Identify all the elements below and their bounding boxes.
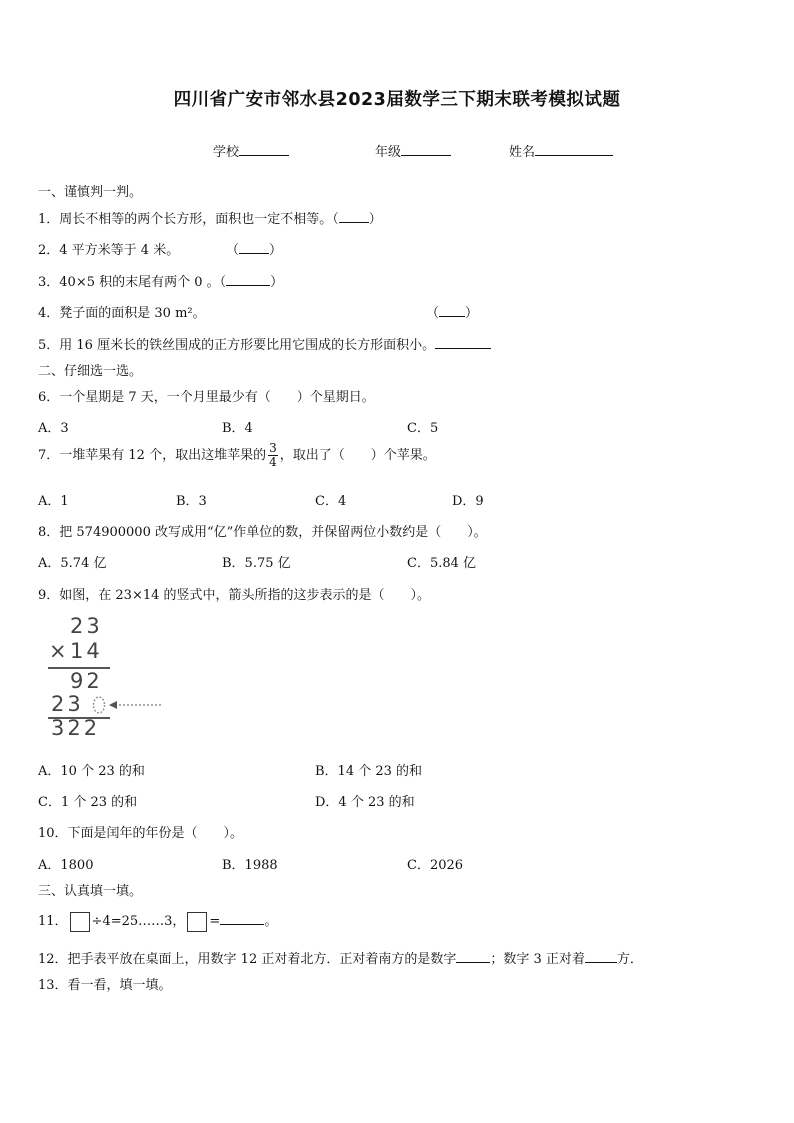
vertical-multiplication-figure: [44, 612, 169, 740]
question-2-answer-blank[interactable]: [239, 239, 269, 254]
name-blank[interactable]: [535, 141, 613, 156]
question-8-option-a[interactable]: A．5.74 亿: [38, 556, 107, 571]
question-6-option-a[interactable]: A．3: [38, 421, 69, 436]
question-8: 8．把 574900000 改写成用“亿”作单位的数，并保留两位小数约是（ ）。: [38, 525, 487, 540]
question-9: 9．如图，在 23×14 的竖式中，箭头所指的这步表示的是（ ）。: [38, 588, 431, 603]
fraction-denominator: 4: [269, 455, 277, 469]
question-12-blank-1[interactable]: [456, 948, 490, 963]
grade-blank[interactable]: [401, 141, 451, 156]
question-7-option-d[interactable]: D．9: [452, 494, 484, 509]
question-9-option-d[interactable]: D．4 个 23 的和: [315, 795, 415, 810]
question-10-option-b[interactable]: B．1988: [222, 858, 278, 873]
question-9-option-a[interactable]: A．10 个 23 的和: [38, 764, 145, 779]
page-title: 四川省广安市邻水县2023届数学三下期末联考模拟试题: [173, 90, 621, 110]
question-1-text: 1．周长不相等的两个长方形，面积也一定不相等。（: [38, 212, 339, 227]
question-11-end: 。: [264, 914, 278, 929]
question-8-option-c[interactable]: C．5.84 亿: [407, 556, 477, 571]
fraction-three-quarters: [268, 442, 278, 469]
question-4-open: （: [426, 306, 440, 321]
question-11-mid: ÷4=25……3，: [91, 914, 186, 929]
question-4-close: ）: [465, 306, 479, 321]
school-label: 学校: [213, 145, 240, 160]
question-7-option-c[interactable]: C．4: [315, 494, 347, 509]
grade-label: 年级: [375, 145, 402, 160]
answer-box-2[interactable]: [187, 912, 207, 932]
question-12-text-2: ；数字 3 正对着: [490, 952, 585, 967]
question-7-post: ，取出了（ ）个苹果。: [279, 448, 436, 463]
question-10-option-c[interactable]: C．2026: [407, 858, 464, 873]
question-10-option-a[interactable]: A．1800: [38, 858, 94, 873]
question-1: [38, 208, 382, 227]
question-2-open: （: [226, 243, 240, 258]
question-12-text-3: 方．: [616, 952, 643, 967]
question-11-eq: =: [209, 914, 221, 929]
question-13: 13．看一看，填一填。: [38, 978, 172, 993]
question-4-text: 4．凳子面的面积是 30 m²。: [38, 306, 206, 321]
question-11-label: 11．: [38, 914, 68, 929]
question-7-option-a[interactable]: A．1: [38, 494, 69, 509]
question-12-text-1: 12．把手表平放在桌面上，用数字 12 正对着北方．正对着南方的是数字: [38, 952, 457, 967]
question-8-option-b[interactable]: B．5.75 亿: [222, 556, 291, 571]
question-1-close: ）: [368, 212, 382, 227]
fraction-numerator: 3: [269, 441, 277, 455]
calc-row-product: 322: [51, 716, 101, 740]
question-2-text: 2．4 平方米等于 4 米。: [38, 243, 180, 258]
calc-row-multiplier: 14: [70, 639, 103, 663]
calc-row-partial-2: 23: [51, 692, 84, 716]
question-7: [38, 442, 436, 469]
question-3-close: ）: [270, 275, 284, 290]
question-4-answer-blank[interactable]: [439, 302, 465, 317]
calc-multiply-sign: ×: [49, 639, 67, 663]
question-6: 6．一个星期是 7 天，一个月里最少有（ ）个星期日。: [38, 390, 375, 405]
grade-field[interactable]: [375, 141, 451, 160]
question-6-option-c[interactable]: C．5: [407, 421, 439, 436]
question-5: [38, 334, 491, 353]
question-7-pre: 7．一堆苹果有 12 个，取出这堆苹果的: [38, 448, 267, 463]
question-2-answer: [226, 239, 282, 258]
question-9-option-c[interactable]: C．1 个 23 的和: [38, 795, 138, 810]
dotted-zero-arrow-icon: [90, 692, 170, 720]
question-1-answer-blank[interactable]: [339, 208, 369, 223]
question-3: [38, 271, 283, 290]
question-6-option-b[interactable]: B．4: [222, 421, 253, 436]
question-4-answer: [426, 302, 478, 321]
question-11: [38, 910, 277, 932]
question-5-text: 5．用 16 厘米长的铁丝围成的正方形要比用它围成的长方形面积小。: [38, 338, 436, 353]
section-heading-2: 二、仔细选一选。: [38, 364, 143, 379]
question-7-option-b[interactable]: B．3: [176, 494, 207, 509]
question-2: [38, 239, 179, 258]
section-heading-3: 三、认真填一填。: [38, 884, 143, 899]
section-heading-1: 一、谨慎判一判。: [38, 185, 143, 200]
question-5-answer-blank[interactable]: [435, 334, 491, 349]
question-11-answer-blank[interactable]: [220, 910, 264, 925]
question-12: [38, 948, 643, 967]
name-field[interactable]: [509, 141, 613, 160]
question-3-answer-blank[interactable]: [226, 271, 270, 286]
question-2-close: ）: [269, 243, 283, 258]
question-10: 10．下面是闰年的年份是（ ）。: [38, 826, 244, 841]
calc-row-multiplicand: 23: [70, 614, 103, 638]
question-9-option-b[interactable]: B．14 个 23 的和: [315, 764, 423, 779]
school-field[interactable]: [213, 141, 289, 160]
question-4: [38, 302, 206, 321]
answer-box-1[interactable]: [70, 912, 90, 932]
question-12-blank-2[interactable]: [585, 948, 617, 963]
calc-row-partial-1: 92: [70, 669, 103, 693]
school-blank[interactable]: [239, 141, 289, 156]
question-3-text: 3．40×5 积的末尾有两个 0 。（: [38, 275, 227, 290]
name-label: 姓名: [509, 145, 536, 160]
